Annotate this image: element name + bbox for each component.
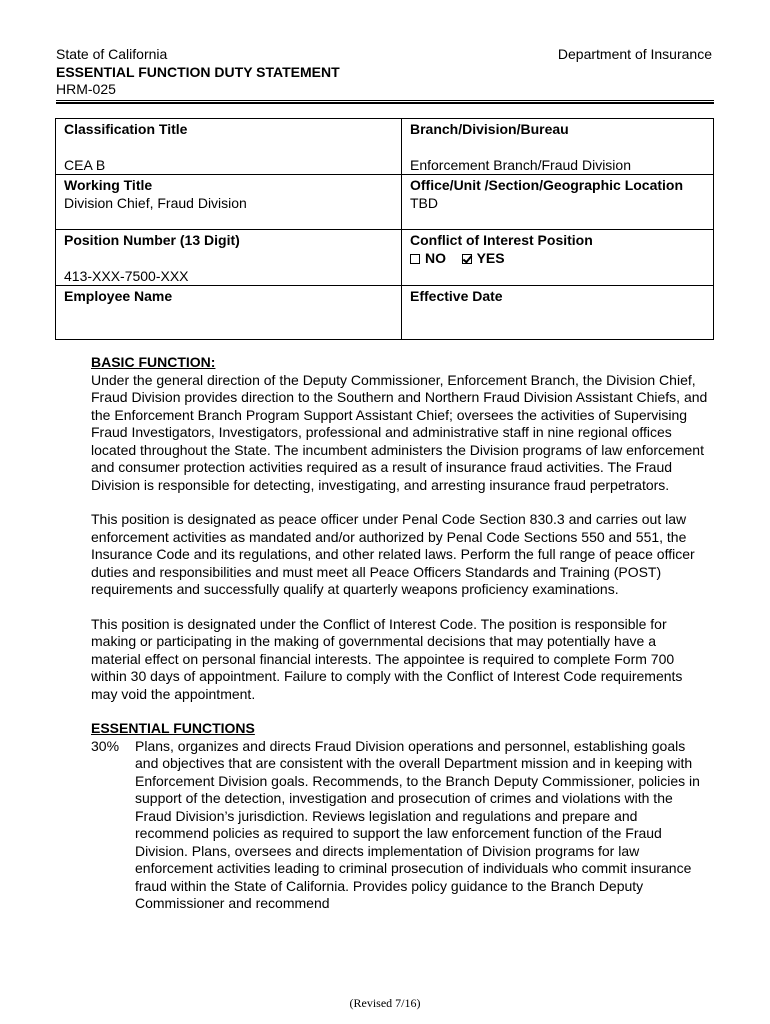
conflict-yes-checkbox[interactable]	[462, 254, 472, 264]
effective-date-cell	[402, 286, 714, 340]
table-row	[56, 230, 714, 286]
conflict-of-interest-cell	[402, 230, 714, 286]
office-value: TBD	[410, 195, 438, 211]
working-title-value: Division Chief, Fraud Division	[64, 195, 247, 211]
table-row	[56, 175, 714, 230]
classification-title-value: CEA B	[64, 157, 106, 173]
working-title-label: Working Title	[64, 177, 153, 193]
office-cell	[402, 175, 714, 230]
branch-value: Enforcement Branch/Fraud Division	[410, 157, 631, 173]
conflict-yes-label: YES	[476, 250, 505, 266]
working-title-cell	[56, 175, 402, 230]
document-title: ESSENTIAL FUNCTION DUTY STATEMENT	[56, 63, 340, 80]
basic-function-paragraph: Under the general direction of the Deputy Commissioner, Enforcement Branch, the Division Chief, Fraud Division provides direction to the Southern and Northern Fraud Division Assistant Chiefs, and the Enforcement Branch Program Support Assistant Chief; oversees the activities of Supervising Fraud Investigators, Investigators, professional and administrative staff in nine regional offices located throughout the State. The incumbent administers the Division programs of law enforcement and consumer protection activities required as a result of insurance fraud activities. The Fraud Division is responsible for detecting, investigating, and arresting insurance fraud perpetrators.	[91, 371, 708, 493]
table-row	[56, 286, 714, 340]
basic-function-heading: BASIC FUNCTION:	[91, 354, 216, 370]
position-number-value: 413-XXX-7500-XXX	[64, 268, 189, 284]
revision-footer: (Revised 7/16)	[349, 996, 421, 1010]
essential-functions-heading: ESSENTIAL FUNCTIONS	[91, 720, 255, 736]
conflict-options	[410, 249, 705, 267]
header-top-row	[56, 46, 712, 64]
classification-title-label: Classification Title	[64, 121, 188, 137]
peace-officer-paragraph: This position is designated as peace officer under Penal Code Section 830.3 and carries out law enforcement activities as mandated and/or authorized by Penal Code Sections 550 and 551, the Insurance Code and its regulations, and other related laws. Perform the full range of peace officer duties and responsibilities and must meet all Peace Officers Standards and Training (POST) requirements and successfully qualify at quarterly weapons proficiency examinations.	[91, 511, 695, 597]
conflict-of-interest-paragraph: This position is designated under the Conflict of Interest Code. The position is responsible for making or participating in the making of governmental decisions that may potentially have a material effect on personal financial interests. The appointee is required to complete Form 700 within 30 days of appointment. Failure to comply with the Conflict of Interest Code requirements may void the appointment.	[91, 615, 683, 702]
branch-cell	[402, 119, 714, 175]
department-name: Department of Insurance	[557, 46, 712, 62]
employee-name-cell	[56, 286, 402, 340]
agency-name: State of California	[56, 46, 168, 62]
function-percent: 30%	[91, 737, 120, 754]
header-divider	[56, 100, 714, 104]
position-number-label: Position Number (13 Digit)	[64, 232, 240, 248]
table-row	[56, 119, 714, 175]
document-header	[56, 46, 712, 99]
effective-date-label: Effective Date	[410, 288, 503, 304]
conflict-no-checkbox[interactable]	[410, 254, 420, 264]
conflict-no-label: NO	[425, 250, 446, 266]
conflict-of-interest-label: Conflict of Interest Position	[410, 232, 593, 248]
duty-statement-body	[91, 354, 709, 913]
classification-title-cell	[56, 119, 402, 175]
essential-function-item	[91, 738, 709, 913]
position-info-table	[55, 118, 714, 340]
function-description: Plans, organizes and directs Fraud Division operations and personnel, establishing goals and objectives that are consistent with the overall Department mission and in keeping with Enforcement Division goals. Recommends, to the Branch Deputy Commissioner, policies in support of the detection, investigation and prosecution of crimes and violations with the Fraud Division’s jurisdiction. Reviews legislation and regulations and prepare and recommend policies as required to support the law enforcement function of the Fraud Division. Plans, oversees and directs implementation of Division programs for law enforcement activities leading to criminal prosecution of individuals who commit insurance fraud within the State of California. Provides policy guidance to the Branch Deputy Commissioner and recommend	[135, 737, 700, 911]
form-number: HRM-025	[56, 81, 116, 97]
office-label: Office/Unit /Section/Geographic Location	[410, 177, 684, 193]
branch-label: Branch/Division/Bureau	[410, 121, 569, 137]
position-number-cell	[56, 230, 402, 286]
employee-name-label: Employee Name	[64, 288, 173, 304]
